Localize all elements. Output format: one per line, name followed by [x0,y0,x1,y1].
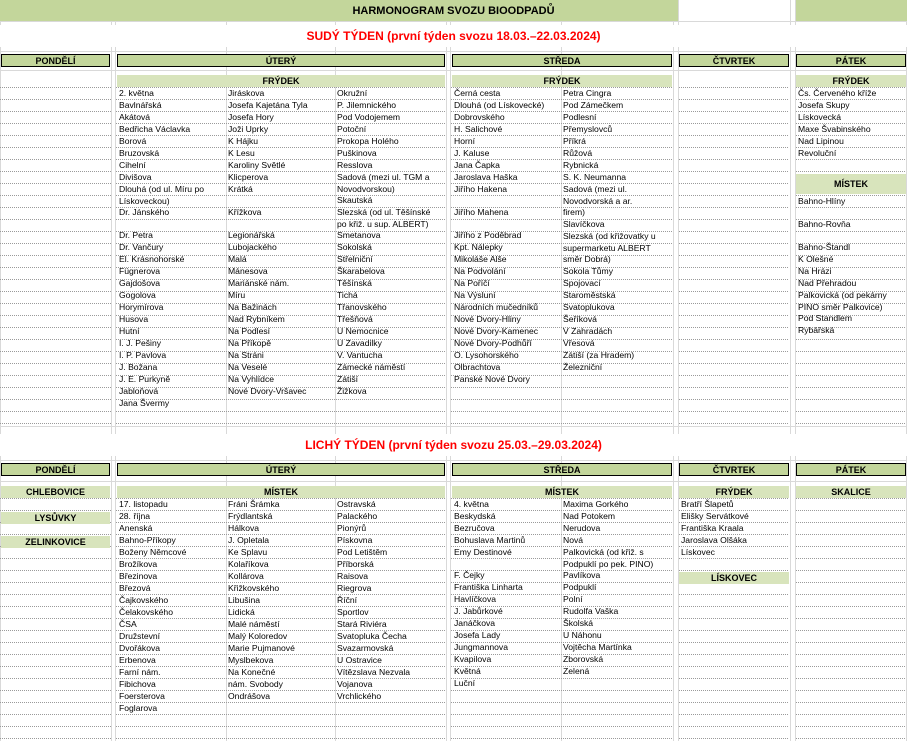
street-name: Josefa Skupy [798,100,850,110]
street-name: Kolaříkova [228,559,269,569]
street-name: O. Lysohorského [454,350,519,360]
street-name: Revoluční [798,148,837,158]
street-name: Příkrá [563,136,586,146]
street-name: Pod Standlem [798,313,852,323]
street-name: U Nemocnice [337,326,389,336]
street-name: Jiřího Hakena [454,184,508,194]
street-name: J. Božana [119,362,158,372]
street-name: Hálkova [228,523,260,533]
street-name: Svatopluka Čecha [337,631,407,641]
street-name: Rybářská [798,325,835,335]
street-name: Bruzovská [119,148,160,158]
street-name: Josefa Hory [228,112,274,122]
street-name: I. J. Pešiny [119,338,162,348]
street-name: Hutní [119,326,140,336]
street-name: Prokopa Holého [337,136,399,146]
street-name: Zátiší [337,374,359,384]
street-name: Na Stráni [228,350,264,360]
street-name: Palkovická (od pekárny PINO směr Palkovice) [798,290,887,312]
street-name: Lískovec [681,547,715,557]
street-name: Šeříková [563,314,597,324]
sudy-day-friday: PÁTEK [796,54,906,67]
street-name: Sadová (mezi ul. TGM a Novodvorskou) [337,172,430,194]
street-name: Nad Lipinou [798,136,844,146]
street-name: J. Jabůrkové [454,606,503,616]
street-name: 4. května [454,499,489,509]
street-name: Jiřího z Poděbrad [454,230,522,240]
street-name: Luční [454,678,476,688]
street-name: Sadová (mezi ul. Novodvorská a ar. firem) [563,184,633,217]
street-name: Beskydská [454,511,496,521]
street-name: Březinova [119,571,158,581]
lichy-day-monday: PONDĚLÍ [1,463,110,476]
street-name: Bahno-Rovňa [798,219,851,229]
sudy-wed-region: FRÝDEK [452,75,672,87]
street-name: Pod Letištěm [337,547,388,557]
street-name: Smetanova [337,230,381,240]
street-name: Čajkovského [119,595,169,605]
street-name: Kvapilova [454,654,492,664]
street-name: Sokolská [337,242,372,252]
street-name: Slezská (od ul. Těšínské po křiž. u sup. ALBERT) [337,207,431,229]
street-name: Gajdošova [119,278,161,288]
sudy-day-thursday: ČTVRTEK [679,54,789,67]
street-name: Maxe Švabinského [798,124,871,134]
street-name: Mikoláše Alše [454,254,507,264]
street-name: Lískovecká [798,112,841,122]
lichy-day-friday: PÁTEK [796,463,906,476]
lichy-day-tuesday: ÚTERÝ [117,463,445,476]
street-name: Na Poříčí [454,278,490,288]
sudy-day-tuesday: ÚTERÝ [117,54,445,67]
street-name: Nad Potokem [563,511,616,521]
street-name: Svazarmovská [337,643,394,653]
street-name: Nové Dvory-Kamenec [454,326,539,336]
page-title: HARMONOGRAM SVOZU BIOODPADŮ [0,0,907,21]
street-name: Spojovací [563,278,601,288]
street-name: J. E. Purkyně [119,374,171,384]
street-name: Jaroslava Haška [454,172,518,182]
lichy-thu-region-liskovec: LÍSKOVEC [679,572,789,584]
street-name: Vřesová [563,338,595,348]
street-name: Dobrovského [454,112,505,122]
street-name: Palkovická (od křiž. s Podpuklí po pek. PINO) [563,547,654,569]
street-name: Joži Uprky [228,124,269,134]
sudy-fri-region-mistek: MÍSTEK [796,174,906,194]
street-name: Puškinova [337,148,377,158]
street-name: Na Veselé [228,362,268,372]
street-name: Na Bažinách [228,302,277,312]
lichy-thu-region-frydek: FRÝDEK [679,486,789,498]
lichy-mon-region-lysuvky: LYSŮVKY [1,512,110,524]
street-name: Jungmannova [454,642,508,652]
street-name: Čelakovského [119,607,173,617]
street-name: Kpt. Nálepky [454,242,503,252]
lichy-day-thursday: ČTVRTEK [679,463,789,476]
street-name: Vrchlického [337,691,382,701]
street-name: Na Výsluní [454,290,496,300]
street-name: Bohuslava Martinů [454,535,526,545]
street-name: Horymírova [119,302,164,312]
street-name: Janáčkova [454,618,496,628]
street-name: V Zahradách [563,326,613,336]
street-name: Zelená [563,666,590,676]
sudy-tue-region: FRÝDEK [117,75,445,87]
street-name: Dr. Petra [119,230,153,240]
street-name: Klicperova [228,172,269,182]
street-name: U Zavadilky [337,338,382,348]
street-name: Lubojackého [228,242,277,252]
street-name: Divišova [119,172,152,182]
street-name: Přemyslovců [563,124,613,134]
street-name: Sokola Tůmy [563,266,613,276]
street-name: Říční [337,595,358,605]
street-name: Petra Cingra [563,88,612,98]
sudy-title: SUDÝ TÝDEN (první týden svozu 18.03.–22.03.2024) [0,25,907,47]
street-name: Brožíkova [119,559,158,569]
street-name: Františka Linharta [454,582,523,592]
street-name: Frýdlantská [228,511,273,521]
street-name: Střelniční [337,254,373,264]
street-name: Jiřího Mahena [454,207,509,217]
street-name: Olbrachtova [454,362,501,372]
street-name: Rybnická [563,160,599,170]
street-name: Gogolova [119,290,156,300]
street-name: Dr. Vančury [119,242,164,252]
street-name: Nová [563,535,584,545]
street-name: Národních mučedníků [454,302,539,312]
street-name: Křižkovského [228,583,280,593]
street-name: Bahno-Hlíny [798,196,846,206]
street-name: Libušina [228,595,261,605]
street-name: Příborská [337,559,374,569]
lichy-wed-region: MÍSTEK [452,486,672,498]
street-name: Bahno-Štandl [798,242,851,252]
street-name: Na Konečné [228,667,276,677]
street-name: Nové Dvory-Hliny [454,314,521,324]
street-name: Staroměstská [563,290,616,300]
street-name: Riegrova [337,583,372,593]
street-name: Fráni Šrámka [228,499,280,509]
street-name: Pískovna [337,535,373,545]
street-name: Nové Dvory-Vršavec [228,386,307,396]
street-name: Nerudova [563,523,601,533]
street-name: Škarabelova [337,266,385,276]
street-name: Na Vyhlídce [228,374,275,384]
street-name: Ke Splavu [228,547,268,557]
street-name: Na Hrázi [798,266,832,276]
street-name: Zámecké náměstí [337,362,406,372]
street-name: Nové Dvory-Podhůří [454,338,532,348]
street-name: Na Podvolání [454,266,506,276]
street-name: U Náhonu [563,630,602,640]
street-name: Františka Kraala [681,523,744,533]
street-name: Vítězslava Nezvala [337,667,411,677]
street-name: Třešňová [337,314,373,324]
street-name: Pionýrů [337,523,367,533]
street-name: Resslova [337,160,373,170]
street-name: Ostravská [337,499,376,509]
street-name: J. Opletala [228,535,270,545]
street-name: H. Salichové [454,124,503,134]
street-name: Krátká [228,184,253,194]
street-name: Myslbekova [228,655,274,665]
street-name: V. Vantucha [337,350,383,360]
street-name: Podlesní [563,112,597,122]
street-name: Těšínská [337,278,372,288]
sudy-day-wednesday: STŘEDA [452,54,672,67]
street-name: Žižkova [337,386,367,396]
street-name: Třanovského [337,302,387,312]
street-name: Pod Vodojemem [337,112,401,122]
lichy-day-wednesday: STŘEDA [452,463,672,476]
street-name: Vojanova [337,679,373,689]
street-name: Foersterova [119,691,165,701]
street-name: Černá cesta [454,88,501,98]
street-name: Erbenova [119,655,156,665]
street-name: Dlouhá (od ul. Míru po Lískoveckou) [119,184,205,206]
street-name: Legionářská [228,230,275,240]
street-name: Na Podlesí [228,326,271,336]
street-name: I. P. Pavlova [119,350,167,360]
street-name: Foglarova [119,703,158,713]
lichy-fri-region-skalice: SKALICE [796,486,906,498]
street-name: Panské Nové Dvory [454,374,530,384]
street-name: Nad Přehradou [798,278,857,288]
street-name: Křížkova [228,207,262,217]
street-name: Cihelní [119,160,146,170]
lichy-mon-region-chlebovice: CHLEBOVICE [1,486,110,498]
street-name: Raisova [337,571,369,581]
street-name: J. Kaluse [454,148,490,158]
street-name: nám. Svobody [228,679,283,689]
street-name: Maxima Gorkého [563,499,629,509]
street-name: K Olešné [798,254,834,264]
street-name: Růžová [563,148,593,158]
street-name: Zborovská [563,654,604,664]
street-name: ČSA [119,619,137,629]
street-name: Školská [563,618,594,628]
street-name: Květná [454,666,481,676]
street-name: Fibichova [119,679,156,689]
street-name: Slavíčkova [563,219,605,229]
street-name: Mariánské nám. [228,278,290,288]
street-name: Fügnerova [119,266,161,276]
street-name: P. Jilemnického [337,100,397,110]
street-name: Akátová [119,112,151,122]
street-name: El. Krásnohorské [119,254,185,264]
street-name: Jiráskova [228,88,265,98]
street-name: Josefa Kajetána Tyla [228,100,308,110]
street-name: Rudolfa Vaška [563,606,619,616]
street-name: Železniční [563,362,603,372]
street-name: Čs. Červeného kříže [798,88,877,98]
street-name: Anenská [119,523,153,533]
street-name: Kollárova [228,571,264,581]
street-name: Dvořákova [119,643,161,653]
street-name: Bavlnářská [119,100,162,110]
street-name: Zátiší (za Hradem) [563,350,635,360]
street-name: Na Příkopě [228,338,271,348]
street-name: Emy Destinové [454,547,512,557]
street-name: Pavlíkova [563,570,601,580]
street-name: Husova [119,314,149,324]
street-name: Mánesova [228,266,268,276]
street-name: Potoční [337,124,367,134]
street-name: Lidická [228,607,255,617]
street-name: Slezská (od křižovatky u supermarketu ALBERT směr Dobrá) [563,231,656,264]
street-name: Jana Švermy [119,398,170,408]
street-name: Farní nám. [119,667,161,677]
street-name: Horní [454,136,476,146]
street-name: Dlouhá (od Lískovecké) [454,100,545,110]
lichy-mon-region-zelinkovice: ZELINKOVICE [1,536,110,548]
street-name: Jana Čapka [454,160,500,170]
street-name: Dr. Jánského [119,207,170,217]
street-name: Polní [563,594,583,604]
street-name: Nad Rybníkem [228,314,285,324]
street-name: Bahno-Příkopy [119,535,176,545]
street-name: Družstevní [119,631,161,641]
street-name: S. K. Neumanna [563,172,627,182]
street-name: Elišky Servátkové [681,511,749,521]
street-name: Pod Zámečkem [563,100,624,110]
street-name: Ondrášova [228,691,271,701]
street-name: Malá [228,254,247,264]
street-name: Havlíčkova [454,594,497,604]
lichy-title: LICHÝ TÝDEN (první týden svozu 25.03.–29.03.2024) [0,434,907,456]
street-name: Bezručova [454,523,495,533]
street-name: Palackého [337,511,378,521]
street-name: Bratří Šlapetů [681,499,734,509]
street-name: U Ostravice [337,655,382,665]
street-name: Skautská [337,195,373,205]
lichy-tue-region: MÍSTEK [117,486,445,498]
street-name: Josefa Lady [454,630,501,640]
street-name: Podpuklí [563,582,597,592]
street-name: K Lesu [228,148,255,158]
street-name: Stará Riviéra [337,619,387,629]
street-name: 28. října [119,511,151,521]
sudy-fri-region-frydek: FRÝDEK [796,75,906,87]
street-name: Jabloňová [119,386,159,396]
street-name: Malý Koloredov [228,631,288,641]
street-name: Borová [119,136,147,146]
street-name: Míru [228,290,246,300]
street-name: Sportlov [337,607,369,617]
street-name: 17. listopadu [119,499,168,509]
street-name: Tichá [337,290,358,300]
sudy-day-monday: PONDĚLÍ [1,54,110,67]
street-name: 2. května [119,88,154,98]
street-name: Karoliny Světlé [228,160,286,170]
street-name: F. Čejky [454,570,485,580]
street-name: Boženy Němcové [119,547,187,557]
street-name: Svatoplukova [563,302,615,312]
street-name: Jaroslava Olšáka [681,535,747,545]
street-name: K Hájku [228,136,259,146]
street-name: Vojtěcha Martínka [563,642,632,652]
street-name: Marie Pujmanové [228,643,295,653]
street-name: Malé náměstí [228,619,280,629]
street-name: Březová [119,583,151,593]
street-name: Okružní [337,88,368,98]
street-name: Bedřicha Václavka [119,124,191,134]
